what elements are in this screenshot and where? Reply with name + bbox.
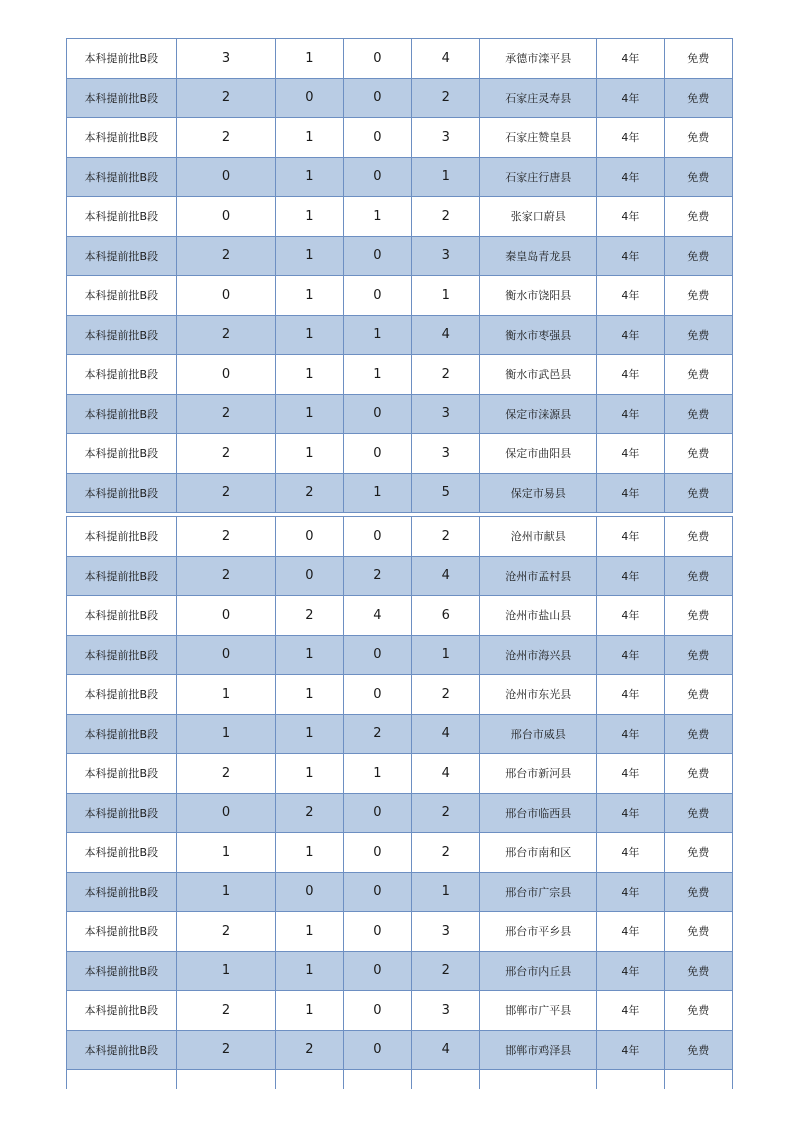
- quota-1-cell: 2: [176, 78, 276, 118]
- fee-cell: 免费: [664, 833, 732, 873]
- quota-1-cell: 1: [176, 872, 276, 912]
- enrollment-table-bottom: [66, 516, 733, 1070]
- quota-2-cell: 1: [276, 434, 343, 474]
- quota-3-cell: 0: [343, 434, 411, 474]
- quota-1-cell: 0: [176, 157, 276, 197]
- batch-cell: 本科提前批B段: [67, 1030, 177, 1070]
- total-cell: 5: [412, 473, 480, 513]
- quota-3-cell: 4: [343, 596, 411, 636]
- quota-3-cell: 0: [343, 39, 411, 79]
- area-cell: 沧州市孟村县: [480, 556, 597, 596]
- quota-1-cell: 3: [176, 39, 276, 79]
- area-cell: 张家口蔚县: [480, 197, 597, 237]
- fee-cell: 免费: [664, 236, 732, 276]
- area-cell: 保定市曲阳县: [480, 434, 597, 474]
- quota-3-cell: 0: [343, 793, 411, 833]
- area-cell: 邢台市广宗县: [480, 872, 597, 912]
- quota-1-cell: 1: [176, 833, 276, 873]
- quota-3-cell: 0: [343, 635, 411, 675]
- area-cell: 保定市易县: [480, 473, 597, 513]
- table-row: [67, 355, 733, 395]
- duration-cell: 4年: [597, 39, 664, 79]
- duration-cell: 4年: [597, 236, 664, 276]
- quota-1-cell: 2: [176, 315, 276, 355]
- batch-cell: 本科提前批B段: [67, 675, 177, 715]
- quota-3-cell: 2: [343, 556, 411, 596]
- duration-cell: 4年: [597, 793, 664, 833]
- quota-1-cell: 2: [176, 1030, 276, 1070]
- quota-3-cell: 1: [343, 197, 411, 237]
- fee-cell: 免费: [664, 434, 732, 474]
- area-cell: 邢台市内丘县: [480, 951, 597, 991]
- quota-1-cell: 0: [176, 635, 276, 675]
- table-row: [67, 1030, 733, 1070]
- fee-cell: 免费: [664, 951, 732, 991]
- total-cell: 4: [412, 39, 480, 79]
- quota-1-cell: 2: [176, 517, 276, 557]
- area-cell: 邯郸市广平县: [480, 991, 597, 1031]
- batch-cell: 本科提前批B段: [67, 434, 177, 474]
- total-cell: 2: [412, 833, 480, 873]
- quota-1-cell: 2: [176, 991, 276, 1031]
- quota-1-cell: 2: [176, 754, 276, 794]
- total-cell: 3: [412, 991, 480, 1031]
- fee-cell: 免费: [664, 276, 732, 316]
- duration-cell: 4年: [597, 473, 664, 513]
- total-cell: 1: [412, 872, 480, 912]
- total-cell: 3: [412, 912, 480, 952]
- total-cell: 2: [412, 355, 480, 395]
- table-row: [67, 236, 733, 276]
- fee-cell: 免费: [664, 793, 732, 833]
- fee-cell: 免费: [664, 118, 732, 158]
- total-cell: 3: [412, 118, 480, 158]
- table-row: [67, 556, 733, 596]
- quota-3-cell: 1: [343, 473, 411, 513]
- duration-cell: 4年: [597, 118, 664, 158]
- quota-3-cell: 0: [343, 157, 411, 197]
- quota-2-cell: 1: [276, 355, 343, 395]
- table-row: [67, 197, 733, 237]
- batch-cell: 本科提前批B段: [67, 833, 177, 873]
- quota-1-cell: 2: [176, 912, 276, 952]
- table-row: [67, 793, 733, 833]
- total-cell: 3: [412, 394, 480, 434]
- table-row: [67, 78, 733, 118]
- quota-1-cell: 1: [176, 714, 276, 754]
- total-cell: 1: [412, 157, 480, 197]
- duration-cell: 4年: [597, 596, 664, 636]
- batch-cell: 本科提前批B段: [67, 473, 177, 513]
- table-row: [67, 276, 733, 316]
- quota-2-cell: 1: [276, 714, 343, 754]
- quota-1-cell: 2: [176, 118, 276, 158]
- quota-3-cell: 1: [343, 355, 411, 395]
- quota-2-cell: 1: [276, 754, 343, 794]
- duration-cell: 4年: [597, 635, 664, 675]
- quota-1-cell: 0: [176, 596, 276, 636]
- quota-2-cell: 1: [276, 912, 343, 952]
- quota-1-cell: 0: [176, 197, 276, 237]
- batch-cell: 本科提前批B段: [67, 157, 177, 197]
- quota-2-cell: 1: [276, 197, 343, 237]
- area-cell: 邢台市新河县: [480, 754, 597, 794]
- area-cell: 衡水市武邑县: [480, 355, 597, 395]
- area-cell: 邢台市威县: [480, 714, 597, 754]
- table-row: [67, 754, 733, 794]
- quota-1-cell: 1: [176, 951, 276, 991]
- table-row: [67, 951, 733, 991]
- fee-cell: 免费: [664, 912, 732, 952]
- table-row: [67, 596, 733, 636]
- area-cell: 沧州市献县: [480, 517, 597, 557]
- quota-1-cell: 2: [176, 556, 276, 596]
- quota-2-cell: 1: [276, 118, 343, 158]
- batch-cell: 本科提前批B段: [67, 872, 177, 912]
- quota-2-cell: 1: [276, 951, 343, 991]
- area-cell: 沧州市盐山县: [480, 596, 597, 636]
- quota-2-cell: 2: [276, 1030, 343, 1070]
- quota-2-cell: 1: [276, 675, 343, 715]
- total-cell: 4: [412, 1030, 480, 1070]
- table-row: [67, 315, 733, 355]
- duration-cell: 4年: [597, 872, 664, 912]
- truncated-row-fragment: [66, 1069, 733, 1089]
- area-cell: 沧州市海兴县: [480, 635, 597, 675]
- total-cell: 2: [412, 517, 480, 557]
- quota-3-cell: 0: [343, 991, 411, 1031]
- fee-cell: 免费: [664, 473, 732, 513]
- quota-2-cell: 1: [276, 635, 343, 675]
- table-row: [67, 912, 733, 952]
- table-row: [67, 833, 733, 873]
- quota-2-cell: 1: [276, 276, 343, 316]
- table-row: [67, 517, 733, 557]
- fee-cell: 免费: [664, 556, 732, 596]
- quota-2-cell: 0: [276, 556, 343, 596]
- quota-2-cell: 1: [276, 236, 343, 276]
- quota-1-cell: 2: [176, 236, 276, 276]
- batch-cell: 本科提前批B段: [67, 596, 177, 636]
- area-cell: 沧州市东光县: [480, 675, 597, 715]
- area-cell: 石家庄赞皇县: [480, 118, 597, 158]
- quota-2-cell: 0: [276, 517, 343, 557]
- duration-cell: 4年: [597, 951, 664, 991]
- batch-cell: 本科提前批B段: [67, 197, 177, 237]
- batch-cell: 本科提前批B段: [67, 276, 177, 316]
- table-row: [67, 991, 733, 1031]
- total-cell: 2: [412, 793, 480, 833]
- total-cell: 3: [412, 236, 480, 276]
- table-row: [67, 714, 733, 754]
- fee-cell: 免费: [664, 991, 732, 1031]
- quota-1-cell: 2: [176, 434, 276, 474]
- quota-3-cell: 0: [343, 872, 411, 912]
- total-cell: 2: [412, 197, 480, 237]
- quota-2-cell: 1: [276, 315, 343, 355]
- duration-cell: 4年: [597, 675, 664, 715]
- fee-cell: 免费: [664, 394, 732, 434]
- quota-2-cell: 2: [276, 473, 343, 513]
- quota-1-cell: 2: [176, 473, 276, 513]
- duration-cell: 4年: [597, 157, 664, 197]
- quota-3-cell: 0: [343, 951, 411, 991]
- quota-2-cell: 1: [276, 39, 343, 79]
- table-body-bottom: [67, 517, 733, 1070]
- area-cell: 衡水市枣强县: [480, 315, 597, 355]
- total-cell: 4: [412, 754, 480, 794]
- fee-cell: 免费: [664, 675, 732, 715]
- area-cell: 石家庄行唐县: [480, 157, 597, 197]
- batch-cell: 本科提前批B段: [67, 754, 177, 794]
- fee-cell: 免费: [664, 315, 732, 355]
- duration-cell: 4年: [597, 355, 664, 395]
- batch-cell: 本科提前批B段: [67, 355, 177, 395]
- batch-cell: 本科提前批B段: [67, 556, 177, 596]
- area-cell: 秦皇岛青龙县: [480, 236, 597, 276]
- quota-1-cell: 0: [176, 276, 276, 316]
- quota-3-cell: 0: [343, 118, 411, 158]
- fee-cell: 免费: [664, 157, 732, 197]
- quota-2-cell: 0: [276, 78, 343, 118]
- quota-2-cell: 0: [276, 872, 343, 912]
- fee-cell: 免费: [664, 355, 732, 395]
- quota-2-cell: 2: [276, 596, 343, 636]
- batch-cell: 本科提前批B段: [67, 635, 177, 675]
- quota-1-cell: 0: [176, 355, 276, 395]
- batch-cell: 本科提前批B段: [67, 793, 177, 833]
- table-row: [67, 394, 733, 434]
- quota-3-cell: 0: [343, 394, 411, 434]
- fee-cell: 免费: [664, 754, 732, 794]
- batch-cell: 本科提前批B段: [67, 315, 177, 355]
- batch-cell: 本科提前批B段: [67, 991, 177, 1031]
- quota-1-cell: 1: [176, 675, 276, 715]
- table-row: [67, 872, 733, 912]
- batch-cell: 本科提前批B段: [67, 394, 177, 434]
- fee-cell: 免费: [664, 78, 732, 118]
- duration-cell: 4年: [597, 394, 664, 434]
- quota-3-cell: 0: [343, 833, 411, 873]
- total-cell: 2: [412, 78, 480, 118]
- area-cell: 保定市涞源县: [480, 394, 597, 434]
- quota-2-cell: 1: [276, 833, 343, 873]
- batch-cell: 本科提前批B段: [67, 714, 177, 754]
- quota-2-cell: 1: [276, 394, 343, 434]
- quota-3-cell: 0: [343, 276, 411, 316]
- quota-3-cell: 1: [343, 315, 411, 355]
- table-row: [67, 118, 733, 158]
- quota-2-cell: 1: [276, 991, 343, 1031]
- duration-cell: 4年: [597, 434, 664, 474]
- quota-1-cell: 2: [176, 394, 276, 434]
- fee-cell: 免费: [664, 39, 732, 79]
- table-row: [67, 434, 733, 474]
- quota-2-cell: 1: [276, 157, 343, 197]
- area-cell: 邢台市平乡县: [480, 912, 597, 952]
- quota-3-cell: 0: [343, 236, 411, 276]
- duration-cell: 4年: [597, 517, 664, 557]
- fee-cell: 免费: [664, 872, 732, 912]
- area-cell: 邯郸市鸡泽县: [480, 1030, 597, 1070]
- area-cell: 衡水市饶阳县: [480, 276, 597, 316]
- total-cell: 1: [412, 635, 480, 675]
- table-body-top: [67, 39, 733, 513]
- area-cell: 邢台市临西县: [480, 793, 597, 833]
- fee-cell: 免费: [664, 596, 732, 636]
- fee-cell: 免费: [664, 714, 732, 754]
- duration-cell: 4年: [597, 754, 664, 794]
- duration-cell: 4年: [597, 912, 664, 952]
- quota-2-cell: 2: [276, 793, 343, 833]
- duration-cell: 4年: [597, 78, 664, 118]
- total-cell: 2: [412, 951, 480, 991]
- batch-cell: 本科提前批B段: [67, 78, 177, 118]
- total-cell: 4: [412, 556, 480, 596]
- batch-cell: 本科提前批B段: [67, 951, 177, 991]
- total-cell: 3: [412, 434, 480, 474]
- area-cell: 承德市滦平县: [480, 39, 597, 79]
- table-row: [67, 39, 733, 79]
- quota-3-cell: 2: [343, 714, 411, 754]
- area-cell: 石家庄灵寿县: [480, 78, 597, 118]
- table-row: [67, 157, 733, 197]
- total-cell: 6: [412, 596, 480, 636]
- table-row: [67, 473, 733, 513]
- area-cell: 邢台市南和区: [480, 833, 597, 873]
- batch-cell: 本科提前批B段: [67, 236, 177, 276]
- total-cell: 2: [412, 675, 480, 715]
- batch-cell: 本科提前批B段: [67, 39, 177, 79]
- duration-cell: 4年: [597, 197, 664, 237]
- quota-3-cell: 1: [343, 754, 411, 794]
- duration-cell: 4年: [597, 556, 664, 596]
- duration-cell: 4年: [597, 276, 664, 316]
- duration-cell: 4年: [597, 833, 664, 873]
- quota-3-cell: 0: [343, 517, 411, 557]
- total-cell: 4: [412, 315, 480, 355]
- fee-cell: 免费: [664, 197, 732, 237]
- fee-cell: 免费: [664, 517, 732, 557]
- quota-3-cell: 0: [343, 675, 411, 715]
- enrollment-table-top: [66, 38, 733, 513]
- fee-cell: 免费: [664, 1030, 732, 1070]
- quota-3-cell: 0: [343, 78, 411, 118]
- fee-cell: 免费: [664, 635, 732, 675]
- quota-3-cell: 0: [343, 1030, 411, 1070]
- batch-cell: 本科提前批B段: [67, 912, 177, 952]
- batch-cell: 本科提前批B段: [67, 118, 177, 158]
- batch-cell: 本科提前批B段: [67, 517, 177, 557]
- duration-cell: 4年: [597, 315, 664, 355]
- table-row: [67, 635, 733, 675]
- total-cell: 1: [412, 276, 480, 316]
- duration-cell: 4年: [597, 714, 664, 754]
- quota-1-cell: 0: [176, 793, 276, 833]
- duration-cell: 4年: [597, 1030, 664, 1070]
- duration-cell: 4年: [597, 991, 664, 1031]
- quota-3-cell: 0: [343, 912, 411, 952]
- table-row: [67, 675, 733, 715]
- total-cell: 4: [412, 714, 480, 754]
